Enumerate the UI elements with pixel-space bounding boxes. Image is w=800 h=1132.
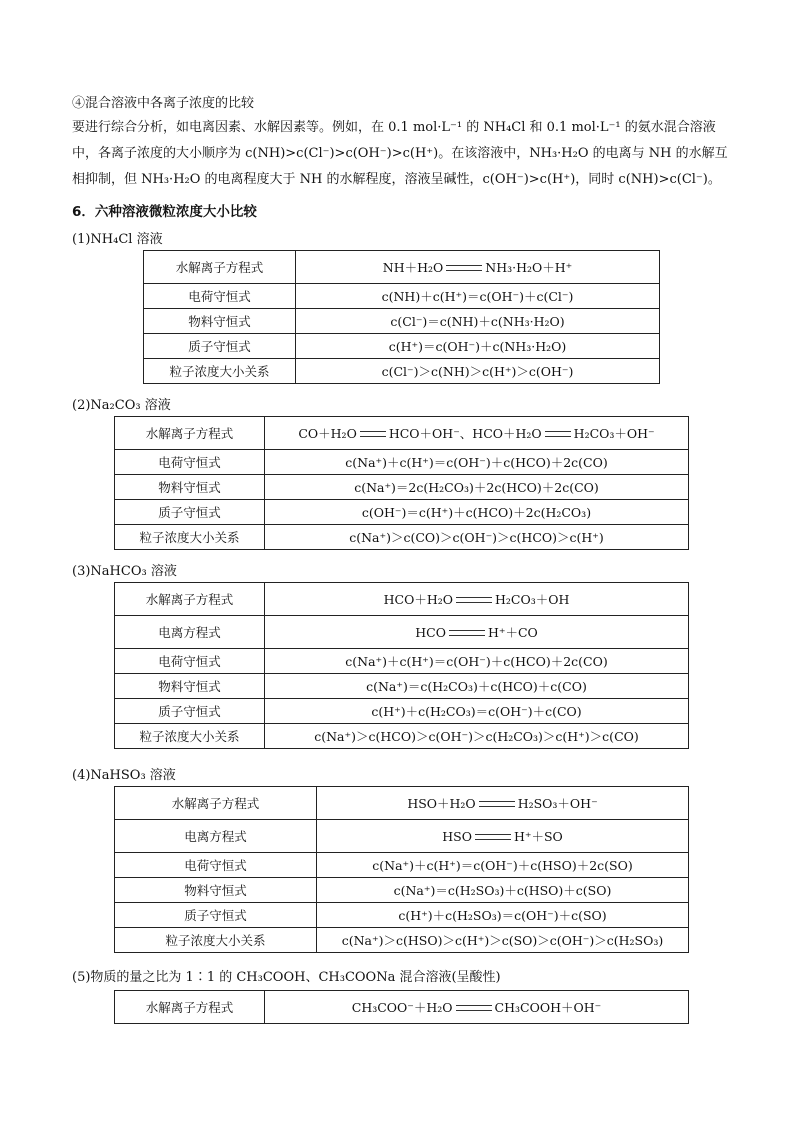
row-value: c(Na⁺)＋c(H⁺)＝c(OH⁻)＋c(HCO)＋2c(CO) bbox=[265, 649, 689, 674]
row-value: c(Na⁺)＋c(H⁺)＝c(OH⁻)＋c(HSO)＋2c(SO) bbox=[317, 853, 689, 878]
equation-part-c: H₂CO₃＋OH⁻ bbox=[573, 426, 655, 441]
equation-left: CH₃COO⁻＋H₂O bbox=[351, 1000, 453, 1015]
row-label: 粒子浓度大小关系 bbox=[115, 928, 317, 953]
section4-line1: 要进行综合分析，如电离因素、水解因素等。例如，在 0.1 mol·L⁻¹ 的 NH₄Cl 和 0.1 mol·L⁻¹ 的氨水混合溶液 bbox=[72, 120, 716, 135]
na2co3-table bbox=[114, 416, 689, 550]
section6-heading: 6．六种溶液微粒浓度大小比较 bbox=[72, 204, 257, 220]
row-value: c(H⁺)＋c(H₂SO₃)＝c(OH⁻)＋c(SO) bbox=[317, 903, 689, 928]
equation-right: H⁺＋SO bbox=[513, 829, 563, 844]
table-row bbox=[115, 500, 689, 525]
table-row bbox=[115, 699, 689, 724]
row-value: c(Na⁺)＞c(CO)＞c(OH⁻)＞c(HCO)＞c(H⁺) bbox=[265, 525, 689, 550]
equilibrium-arrow-icon bbox=[477, 798, 517, 812]
row-label: 电荷守恒式 bbox=[115, 649, 265, 674]
nh4cl-table bbox=[143, 250, 660, 384]
equation-cell bbox=[265, 417, 689, 450]
row-label: 电荷守恒式 bbox=[115, 450, 265, 475]
row-label: 水解离子方程式 bbox=[115, 787, 317, 820]
row-value: c(H⁺)＋c(H₂CO₃)＝c(OH⁻)＋c(CO) bbox=[265, 699, 689, 724]
table-row bbox=[115, 724, 689, 749]
row-label: 质子守恒式 bbox=[115, 500, 265, 525]
row-value: c(Na⁺)＝c(H₂SO₃)＋c(HSO)＋c(SO) bbox=[317, 878, 689, 903]
section4-line2: 中，各离子浓度的大小顺序为 c(NH)>c(Cl⁻)>c(OH⁻)>c(H⁺)。在该溶液中，NH₃·H₂O 的电离与 NH 的水解互 bbox=[72, 146, 728, 161]
table-row bbox=[115, 928, 689, 953]
row-label: 电离方程式 bbox=[115, 616, 265, 649]
equation-part-b: HCO＋OH⁻、HCO＋H₂O bbox=[388, 426, 542, 441]
row-label: 电离方程式 bbox=[115, 820, 317, 853]
row-label: 物料守恒式 bbox=[115, 878, 317, 903]
t5-caption: (5)物质的量之比为 1∶1 的 CH₃COOH、CH₃COONa 混合溶液(呈酸性) bbox=[72, 970, 501, 985]
equilibrium-arrow-icon bbox=[447, 627, 487, 641]
equilibrium-arrow-icon bbox=[358, 428, 388, 442]
row-label: 物料守恒式 bbox=[115, 674, 265, 699]
equilibrium-arrow-icon bbox=[454, 594, 494, 608]
table-row bbox=[115, 853, 689, 878]
table-row bbox=[115, 787, 689, 820]
row-value: c(Cl⁻)＞c(NH)＞c(H⁺)＞c(OH⁻) bbox=[296, 359, 660, 384]
row-label: 质子守恒式 bbox=[115, 699, 265, 724]
row-value: c(NH)＋c(H⁺)＝c(OH⁻)＋c(Cl⁻) bbox=[296, 284, 660, 309]
nahso3-table bbox=[114, 786, 689, 953]
equation-cell bbox=[265, 616, 689, 649]
table-row bbox=[144, 309, 660, 334]
row-label: 物料守恒式 bbox=[144, 309, 296, 334]
equation-cell bbox=[265, 583, 689, 616]
row-label: 水解离子方程式 bbox=[144, 251, 296, 284]
table-row bbox=[115, 450, 689, 475]
equation-right: CH₃COOH＋OH⁻ bbox=[494, 1000, 602, 1015]
equation-cell bbox=[317, 820, 689, 853]
equation-left: HCO＋H₂O bbox=[383, 592, 453, 607]
table-row bbox=[115, 820, 689, 853]
row-label: 粒子浓度大小关系 bbox=[115, 525, 265, 550]
equilibrium-arrow-icon bbox=[444, 262, 484, 276]
table-row bbox=[115, 878, 689, 903]
row-label: 质子守恒式 bbox=[115, 903, 317, 928]
equation-left: HSO bbox=[442, 829, 472, 844]
row-label: 水解离子方程式 bbox=[115, 991, 265, 1024]
equation-part-a: CO＋H₂O bbox=[298, 426, 357, 441]
table-row bbox=[115, 525, 689, 550]
row-value: c(Na⁺)＞c(HCO)＞c(OH⁻)＞c(H₂CO₃)＞c(H⁺)＞c(CO) bbox=[265, 724, 689, 749]
equilibrium-arrow-icon bbox=[473, 831, 513, 845]
equation-cell bbox=[317, 787, 689, 820]
section4-line3: 相抑制，但 NH₃·H₂O 的电离程度大于 NH 的水解程度，溶液呈碱性，c(OH⁻)>c(H⁺)，同时 c(NH)>c(Cl⁻)。 bbox=[72, 172, 721, 187]
equation-right: H₂CO₃＋OH bbox=[494, 592, 570, 607]
row-label: 粒子浓度大小关系 bbox=[115, 724, 265, 749]
equation-right: H⁺＋CO bbox=[487, 625, 538, 640]
row-value: c(Na⁺)＝c(H₂CO₃)＋c(HCO)＋c(CO) bbox=[265, 674, 689, 699]
row-value: c(Na⁺)＝2c(H₂CO₃)＋2c(HCO)＋2c(CO) bbox=[265, 475, 689, 500]
table-row bbox=[115, 674, 689, 699]
t2-caption: (2)Na₂CO₃ 溶液 bbox=[72, 398, 171, 413]
table-row bbox=[115, 903, 689, 928]
equation-right: H₂SO₃＋OH⁻ bbox=[517, 796, 598, 811]
equation-right: NH₃·H₂O＋H⁺ bbox=[485, 260, 573, 275]
row-value: c(Na⁺)＋c(H⁺)＝c(OH⁻)＋c(HCO)＋2c(CO) bbox=[265, 450, 689, 475]
row-label: 水解离子方程式 bbox=[115, 417, 265, 450]
table-row bbox=[144, 284, 660, 309]
t4-caption: (4)NaHSO₃ 溶液 bbox=[72, 768, 176, 783]
section4-title: ④混合溶液中各离子浓度的比较 bbox=[72, 96, 255, 111]
equilibrium-arrow-icon bbox=[543, 428, 573, 442]
table-row bbox=[115, 475, 689, 500]
row-label: 电荷守恒式 bbox=[144, 284, 296, 309]
table-row bbox=[115, 616, 689, 649]
table-row bbox=[115, 991, 689, 1024]
row-label: 质子守恒式 bbox=[144, 334, 296, 359]
equation-left: NH＋H₂O bbox=[382, 260, 444, 275]
equation-left: HSO＋H₂O bbox=[407, 796, 476, 811]
t3-caption: (3)NaHCO₃ 溶液 bbox=[72, 564, 177, 579]
table-row bbox=[115, 583, 689, 616]
nahco3-table bbox=[114, 582, 689, 749]
table-row bbox=[144, 359, 660, 384]
row-label: 粒子浓度大小关系 bbox=[144, 359, 296, 384]
table-row bbox=[144, 251, 660, 284]
row-label: 水解离子方程式 bbox=[115, 583, 265, 616]
table-row bbox=[144, 334, 660, 359]
row-value: c(Cl⁻)＝c(NH)＋c(NH₃·H₂O) bbox=[296, 309, 660, 334]
row-value: c(Na⁺)＞c(HSO)＞c(H⁺)＞c(SO)＞c(OH⁻)＞c(H₂SO₃) bbox=[317, 928, 689, 953]
t1-caption: (1)NH₄Cl 溶液 bbox=[72, 232, 163, 247]
row-value: c(H⁺)＝c(OH⁻)＋c(NH₃·H₂O) bbox=[296, 334, 660, 359]
equilibrium-arrow-icon bbox=[454, 1002, 494, 1016]
ch3cooh-table bbox=[114, 990, 689, 1024]
table-row bbox=[115, 417, 689, 450]
row-label: 物料守恒式 bbox=[115, 475, 265, 500]
row-label: 电荷守恒式 bbox=[115, 853, 317, 878]
equation-cell bbox=[296, 251, 660, 284]
table-row bbox=[115, 649, 689, 674]
equation-cell bbox=[265, 991, 689, 1024]
row-value: c(OH⁻)＝c(H⁺)＋c(HCO)＋2c(H₂CO₃) bbox=[265, 500, 689, 525]
equation-left: HCO bbox=[415, 625, 446, 640]
